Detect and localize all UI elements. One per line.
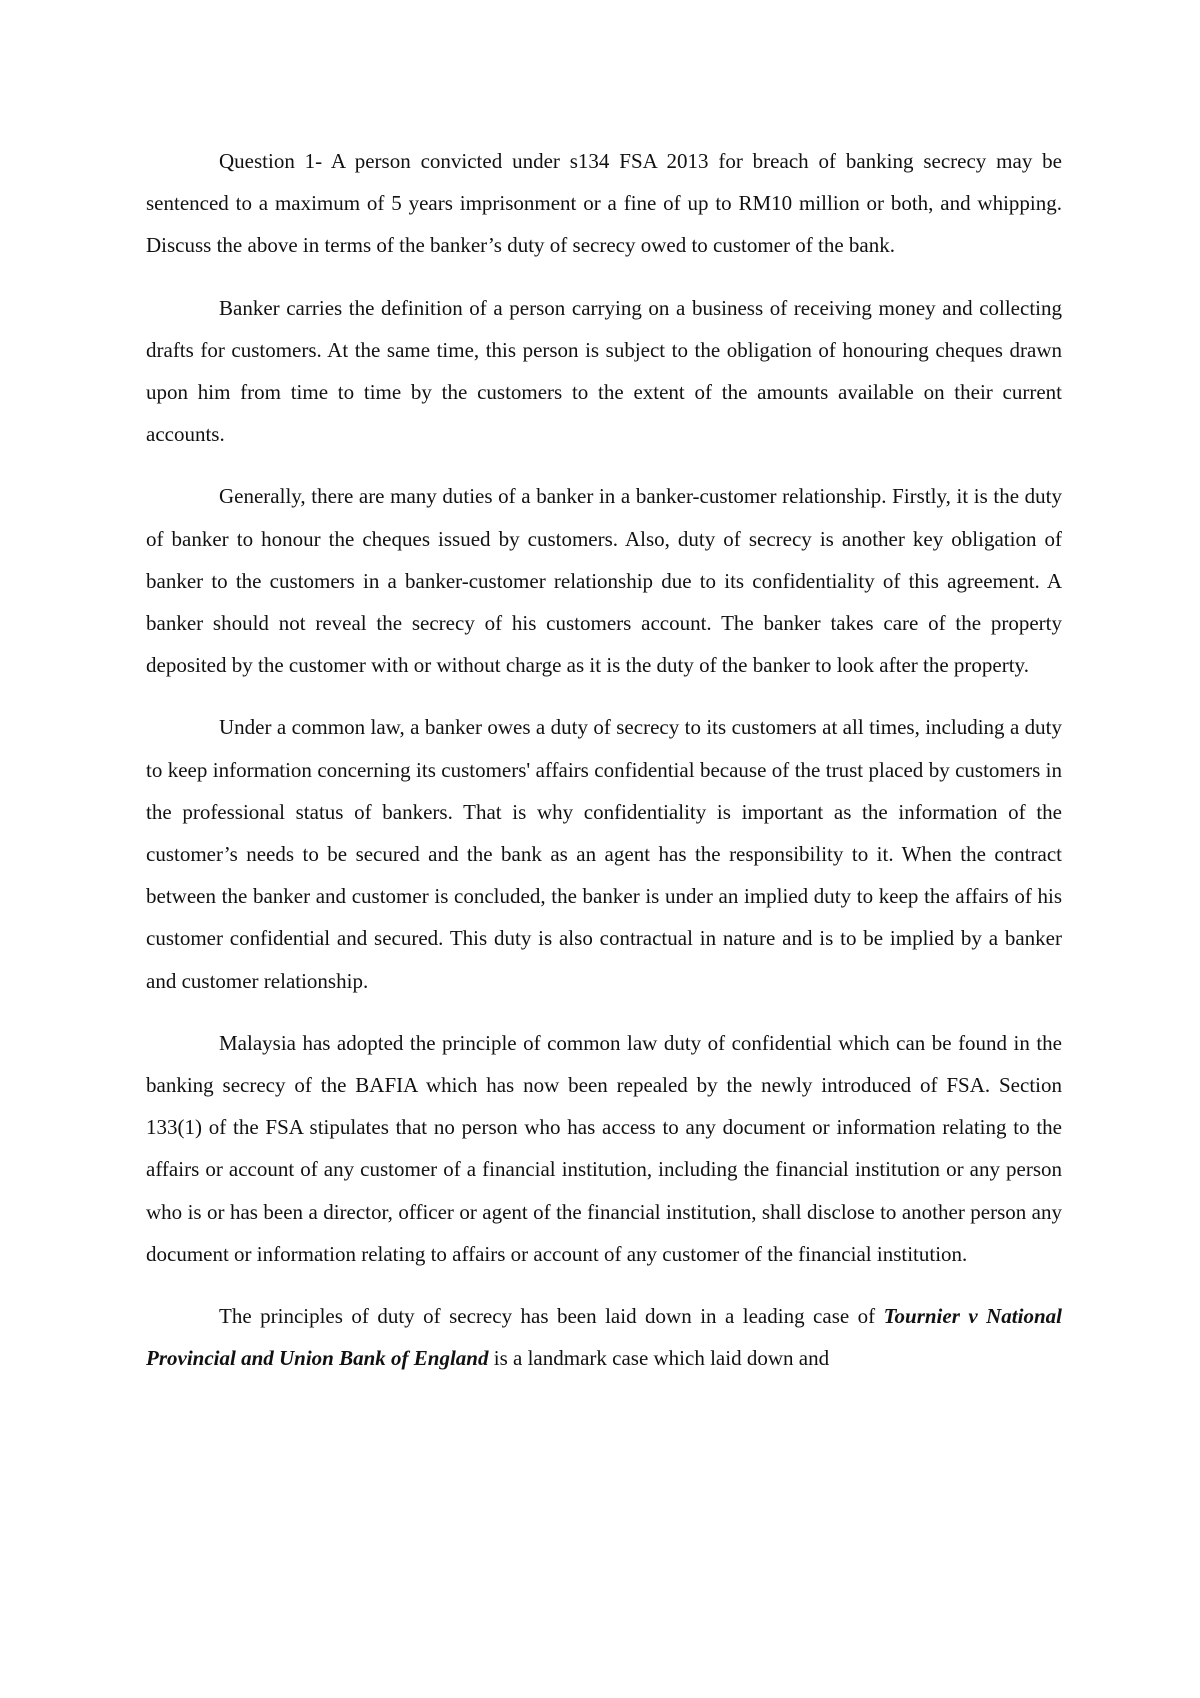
tournier-lead-text: The principles of duty of secrecy has been laid down in a leading case of (219, 1304, 884, 1329)
case-name: Tournier v National Provincial and Union Bank of England (146, 1304, 1062, 1371)
paragraph-banker-definition: Banker carries the definition of a person carrying on a business of receiving money and collecting drafts for customers. At the same time, this person is subject to the obligation of honouring cheques drawn upon him from time to time by the customers to the extent of the amounts available on their current accounts. (146, 295, 1062, 447)
paragraph-banker-duties: Generally, there are many duties of a banker in a banker-customer relationship. Firstly, it is the duty of banker to honour the cheques issued by customers. Also, duty of secrecy is another key obligation of banker to the customers in a banker-customer relationship due to its confidentiality of this agreement. A banker should not reveal the secrecy of his customers account. The banker takes care of the property deposited by the customer with or without charge as it is the duty of the banker to look after the property. (146, 484, 1062, 678)
document-body (146, 140, 1062, 1399)
tournier-tail-text: is a landmark case which laid down and (488, 1346, 830, 1371)
paragraph-common-law: Under a common law, a banker owes a duty of secrecy to its customers at all times, including a duty to keep information concerning its customers' affairs confidential because of the trust placed by customers in the professional status of bankers. That is why confidentiality is important as the information of the customer’s needs to be secured and the bank as an agent has the responsibility to it. When the contract between the banker and customer is concluded, the banker is under an implied duty to keep the affairs of his customer confidential and secured. This duty is also contractual in nature and is to be implied by a banker and customer relationship. (146, 715, 1062, 993)
paragraph-tournier-case (146, 1295, 1062, 1379)
paragraph-question: Question 1- A person convicted under s134 FSA 2013 for breach of banking secrecy may be sentenced to a maximum of 5 years imprisonment or a fine of up to RM10 million or both, and whipping. Discuss the above in terms of the banker’s duty of secrecy owed to customer of the bank. (146, 149, 1062, 258)
paragraph-malaysia-fsa: Malaysia has adopted the principle of common law duty of confidential which can be found in the banking secrecy of the BAFIA which has now been repealed by the newly introduced of FSA. Section 133(1) of the FSA stipulates that no person who has access to any document or information relating to the affairs or account of any customer of a financial institution, including the financial institution or any person who is or has been a director, officer or agent of the financial institution, shall disclose to another person any document or information relating to affairs or account of any customer of the financial institution. (146, 1030, 1062, 1266)
